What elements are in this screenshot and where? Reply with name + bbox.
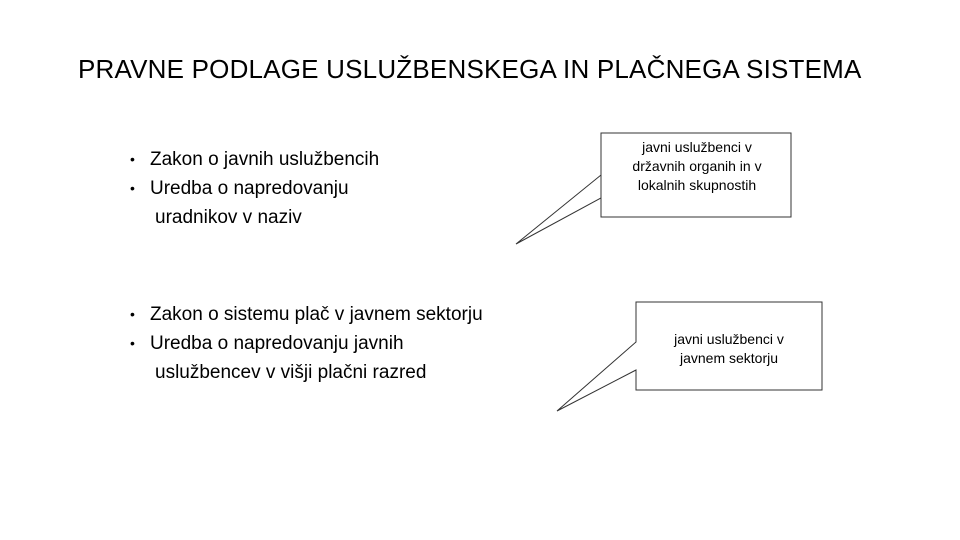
bullet-dot-icon: • bbox=[130, 151, 135, 167]
bullet-text: Uredba o napredovanju bbox=[150, 178, 349, 199]
callout-text-1 bbox=[602, 138, 792, 195]
bullet-text: Zakon o javnih uslužbencih bbox=[150, 149, 380, 170]
callout-line: javni uslužbenci v bbox=[674, 331, 784, 347]
callout-line: javni uslužbenci v bbox=[642, 139, 752, 155]
callout-line: javnem sektorju bbox=[679, 350, 779, 366]
callout-line: državnih organih in v bbox=[632, 158, 762, 174]
slide-title: PRAVNE PODLAGE USLUŽBENSKEGA IN PLAČNEGA SISTEMA bbox=[78, 54, 862, 84]
callout-text-2 bbox=[638, 330, 820, 368]
bullet-text: Uredba o napredovanju javnih bbox=[150, 333, 404, 354]
bullet-dot-icon: • bbox=[130, 180, 135, 196]
bullet-text: Zakon o sistemu plač v javnem sektorju bbox=[150, 304, 483, 325]
bullet-dot-icon: • bbox=[130, 335, 135, 351]
callout-line: lokalnih skupnostih bbox=[637, 177, 757, 193]
bullet-continuation: uradnikov v naziv bbox=[155, 207, 302, 228]
bullet-continuation: uslužbencev v višji plačni razred bbox=[155, 362, 427, 383]
bullet-dot-icon: • bbox=[130, 306, 135, 322]
